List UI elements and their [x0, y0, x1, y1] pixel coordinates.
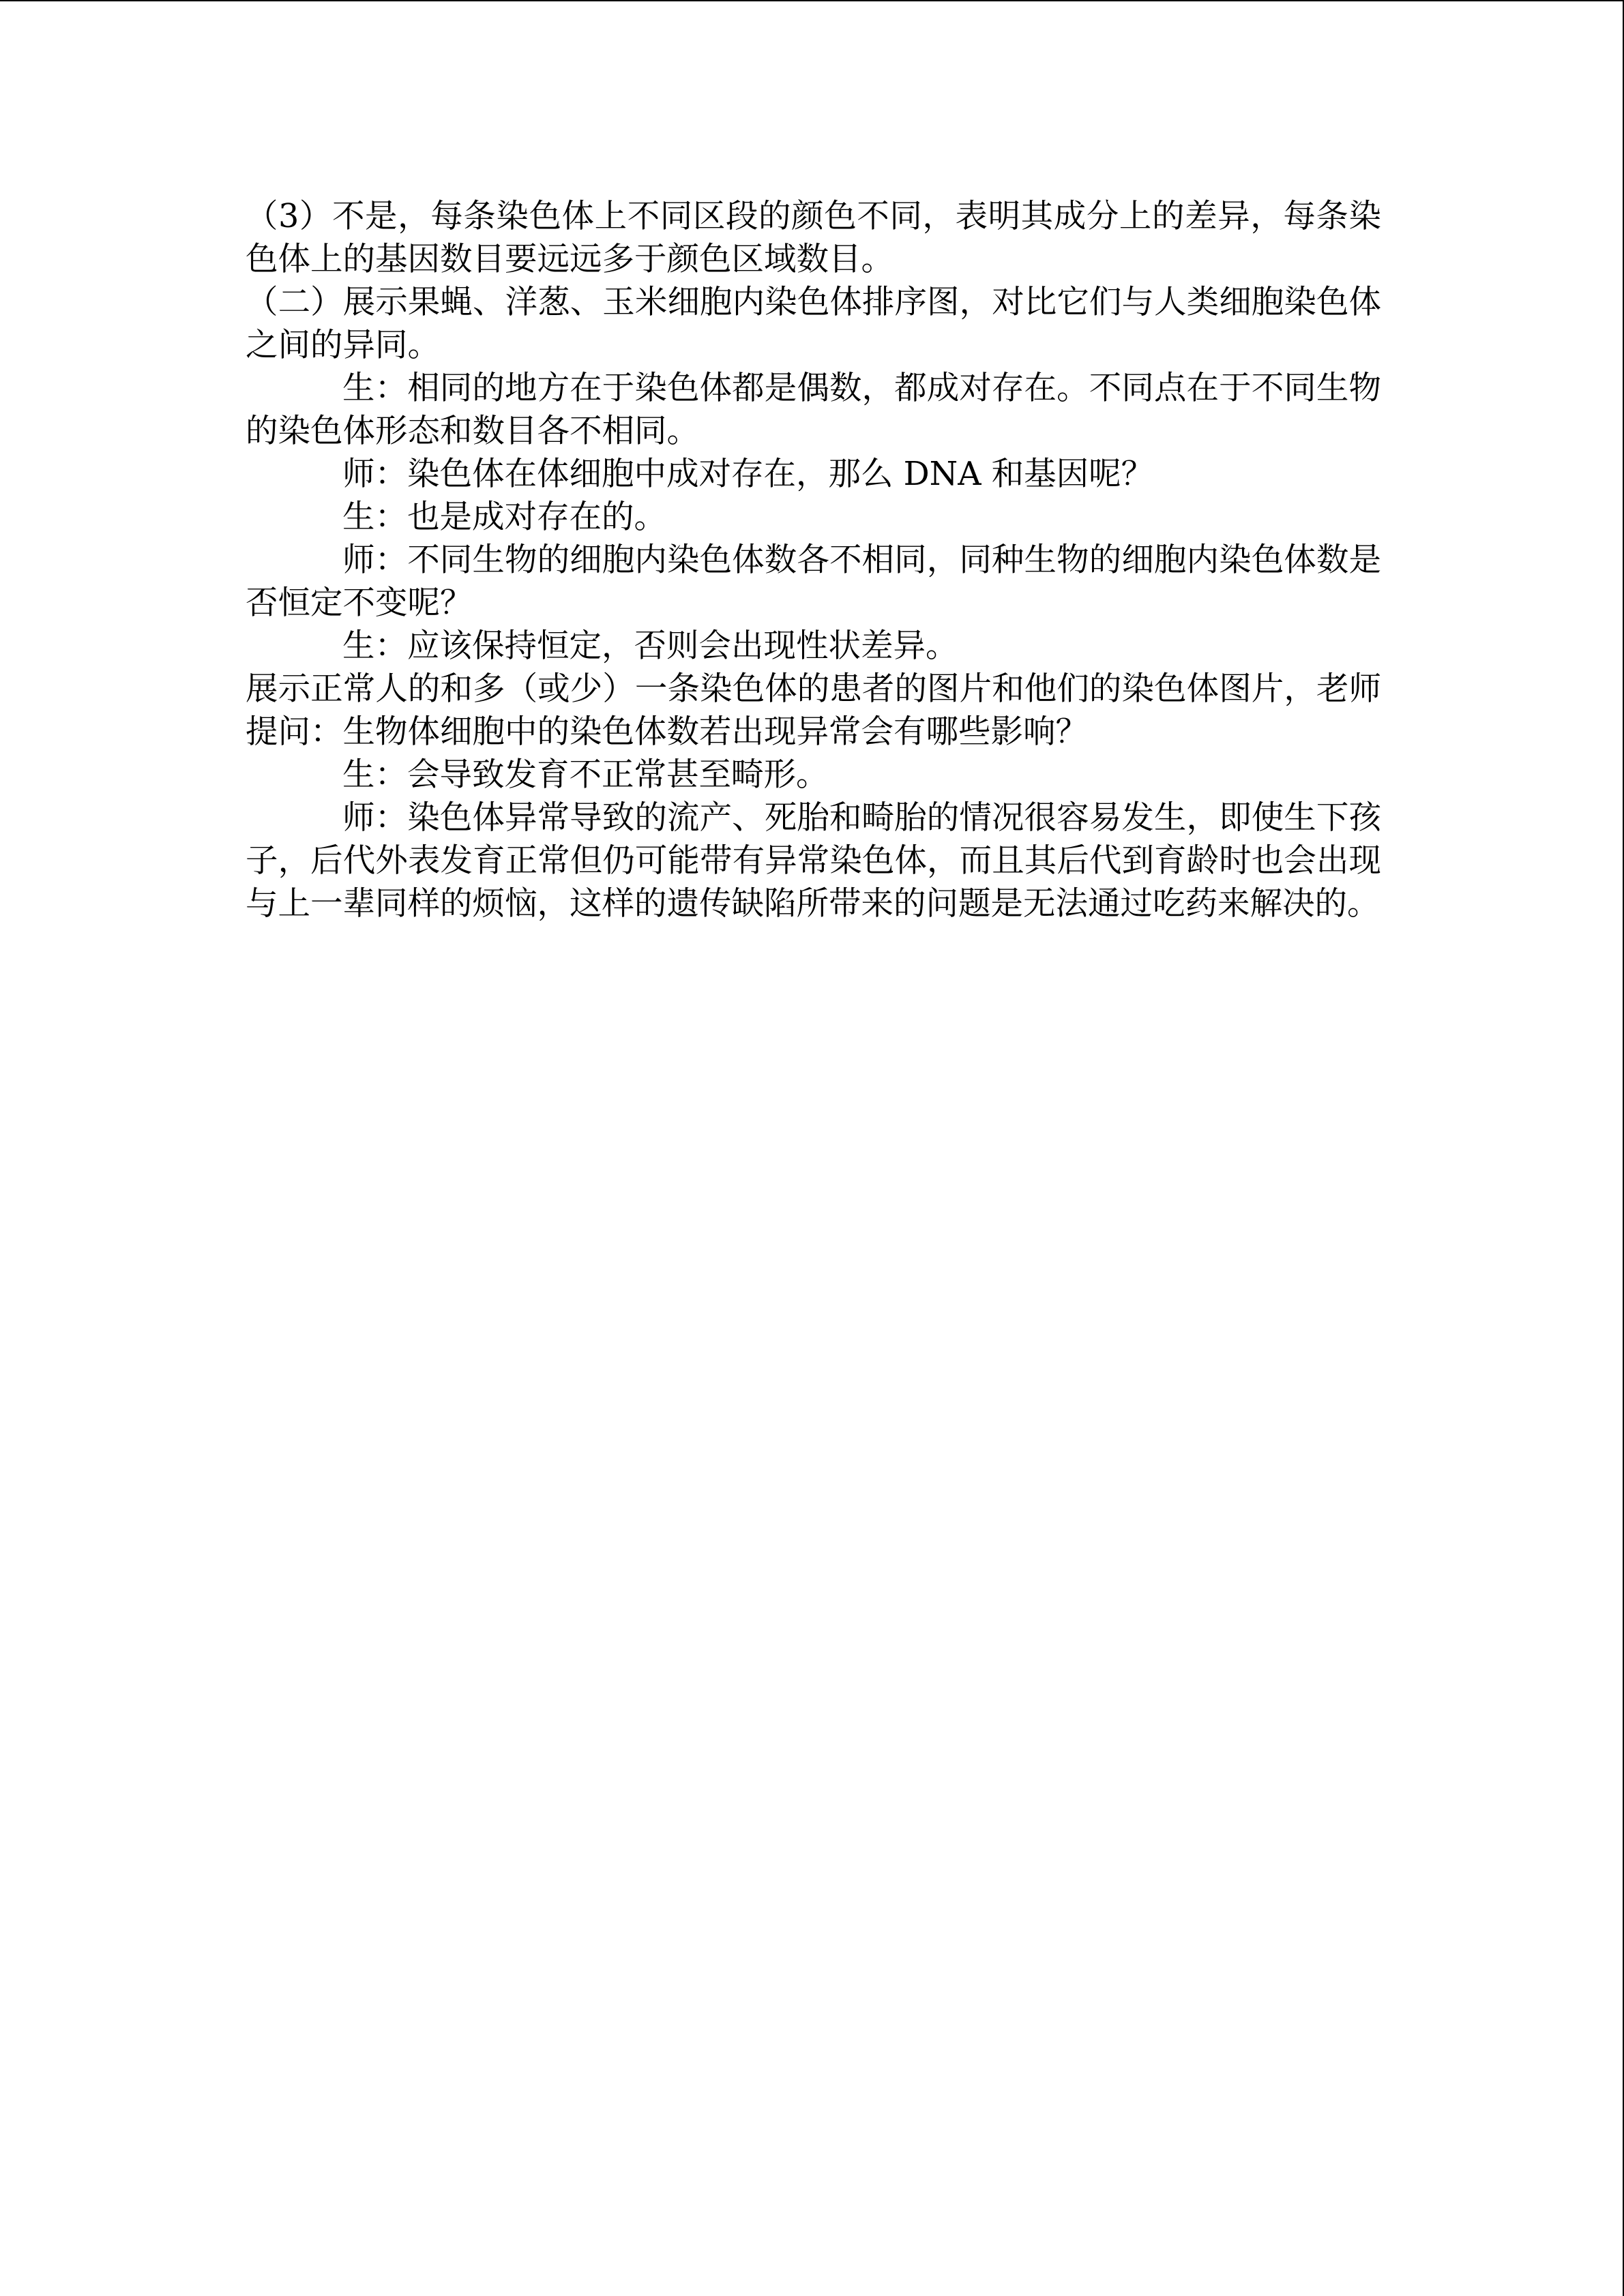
document-body [246, 195, 1381, 925]
paragraph-student-2: 生：也是成对存在的。 [342, 498, 666, 536]
paragraph-teacher-3: 师：染色体异常导致的流产、死胎和畸胎的情况很容易发生，即使生下孩子，后代外表发育正常但仍可能带有异常染色体，而且其后代到育龄时也会出现与上一辈同样的烦恼，这样的遗传缺陷所带来的问题是无法通过吃药来解决的。 [246, 799, 1381, 923]
paragraph-teacher-2: 师：不同生物的细胞内染色体数各不相同，同种生物的细胞内染色体数是否恒定不变呢？ [246, 541, 1381, 622]
paragraph-answer-3: （3）不是，每条染色体上不同区段的颜色不同，表明其成分上的差异，每条染色体上的基因数目要远远多于颜色区域数目。 [246, 198, 1381, 278]
paragraph-student-4: 生：会导致发育不正常甚至畸形。 [342, 756, 829, 794]
paragraph-section-2-heading: （二）展示果蝇、洋葱、玉米细胞内染色体排序图，对比它们与人类细胞染色体之间的异同。 [246, 284, 1381, 364]
paragraph-student-3: 生：应该保持恒定，否则会出现性状差异。 [342, 627, 958, 665]
paragraph-display-prompt: 展示正常人的和多（或少）一条染色体的患者的图片和他们的染色体图片，老师提问：生物体细胞中的染色体数若出现异常会有哪些影响？ [246, 670, 1381, 751]
paragraph-student-1: 生：相同的地方在于染色体都是偶数，都成对存在。不同点在于不同生物的染色体形态和数目各不相同。 [246, 370, 1381, 450]
paragraph-teacher-1: 师：染色体在体细胞中成对存在，那么 DNA 和基因呢？ [342, 456, 1154, 493]
